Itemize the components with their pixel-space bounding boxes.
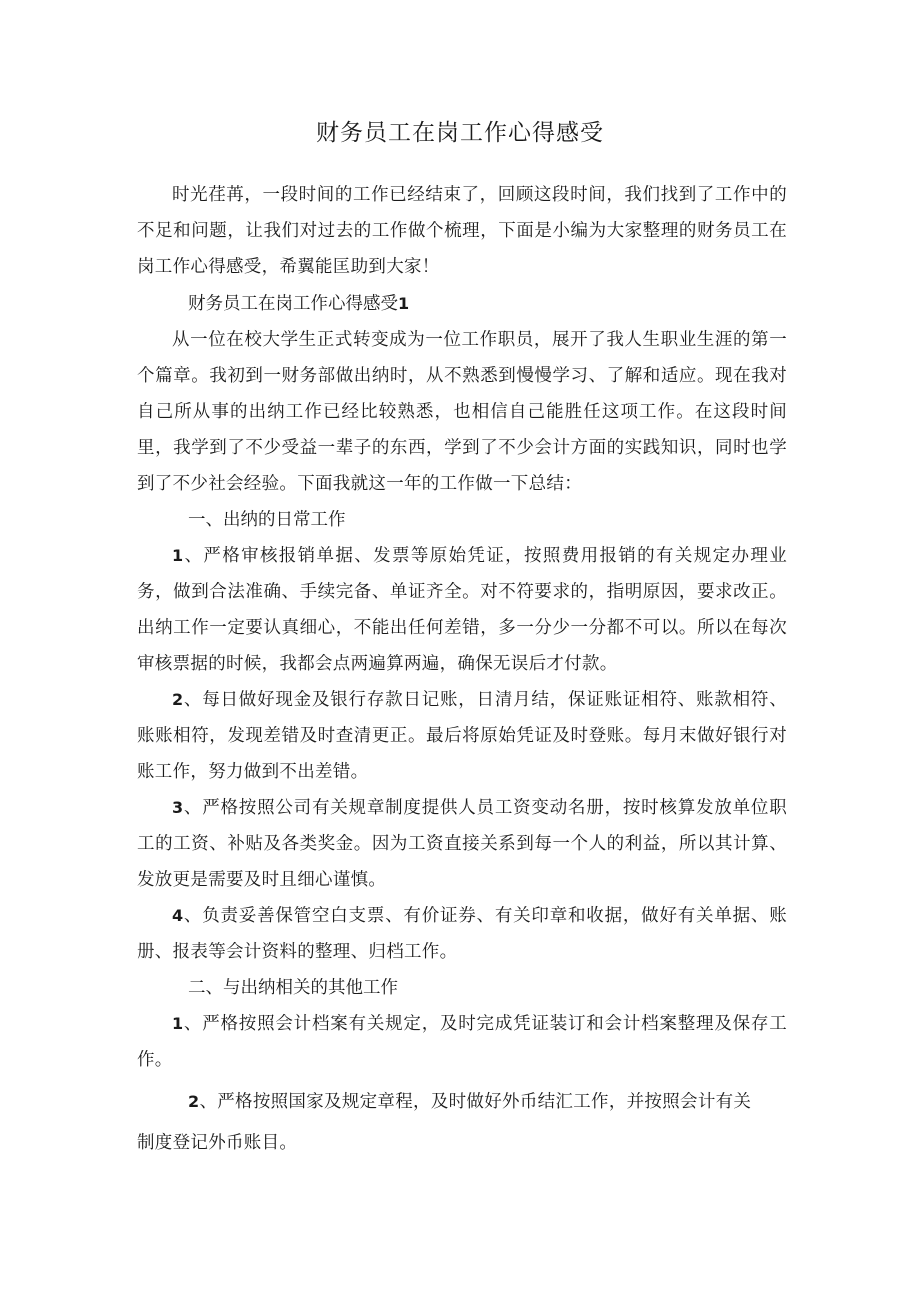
item-number: 2 [172, 690, 184, 709]
item-text: 、每日做好现金及银行存款日记账，日清月结，保证账证相符、账款相符、账账相符，发现差错及时查清更正。最后将原始凭证及时登账。每月末做好银行对账工作，努力做到不出差错。 [137, 690, 787, 782]
section-2-item-2-line-1 [188, 1084, 751, 1120]
item-text: 、严格按照公司有关规章制度提供人员工资变动名册，按时核算发放单位职工的工资、补贴及各类奖金。因为工资直接关系到每一个人的利益，所以其计算、发放更是需要及时且细心谨慎。 [137, 798, 787, 890]
item-number: 3 [172, 798, 184, 817]
subtitle-number: 1 [398, 294, 410, 313]
section-1-item-4 [137, 898, 787, 970]
subtitle [188, 286, 409, 322]
section-2-item-2-line-2: 制度登记外币账目。 [137, 1133, 298, 1153]
item-text: 、严格按照国家及规定章程，及时做好外币结汇工作，并按照会计有关 [199, 1092, 752, 1112]
intro-paragraph: 时光荏苒，一段时间的工作已经结束了，回顾这段时间，我们找到了工作中的不足和问题，让我们对过去的工作做个梳理，下面是小编为大家整理的财务员工在岗工作心得感受，希翼能匡助到大家！ [137, 185, 787, 277]
item-number: 1 [172, 1014, 184, 1033]
paragraph-1: 从一位在校大学生正式转变成为一位工作职员，展开了我人生职业生涯的第一个篇章。我初到一财务部做出纳时，从不熟悉到慢慢学习、了解和适应。现在我对自己所从事的出纳工作已经比较熟悉，也相信自己能胜任这项工作。在这段时间里，我学到了不少受益一辈子的东西，学到了不少会计方面的实践知识，同时也学到了不少社会经验。下面我就这一年的工作做一下总结： [137, 330, 787, 494]
section-2-heading: 二、与出纳相关的其他工作 [188, 978, 398, 998]
item-number: 4 [172, 906, 184, 925]
item-number: 2 [188, 1092, 200, 1111]
item-text: 、严格按照会计档案有关规定，及时完成凭证装订和会计档案整理及保存工作。 [137, 1014, 787, 1070]
item-text: 、负责妥善保管空白支票、有价证券、有关印章和收据，做好有关单据、账册、报表等会计资料的整理、归档工作。 [137, 906, 787, 962]
section-2-item-1 [137, 1006, 787, 1078]
subtitle-text: 财务员工在岗工作心得感受 [188, 294, 398, 314]
item-number: 1 [172, 546, 184, 565]
item-text: 、严格审核报销单据、发票等原始凭证，按照费用报销的有关规定办理业务，做到合法准确、手续完备、单证齐全。对不符要求的，指明原因，要求改正。出纳工作一定要认真细心，不能出任何差错，多一分少一分都不可以。所以在每次审核票据的时候，我都会点两遍算两遍，确保无误后才付款。 [137, 546, 787, 674]
section-1-item-1 [137, 538, 787, 682]
section-1-item-3 [137, 790, 787, 898]
section-1-item-2 [137, 682, 787, 790]
page-title: 财务员工在岗工作心得感受 [316, 120, 604, 146]
section-1-heading: 一、出纳的日常工作 [188, 510, 346, 530]
